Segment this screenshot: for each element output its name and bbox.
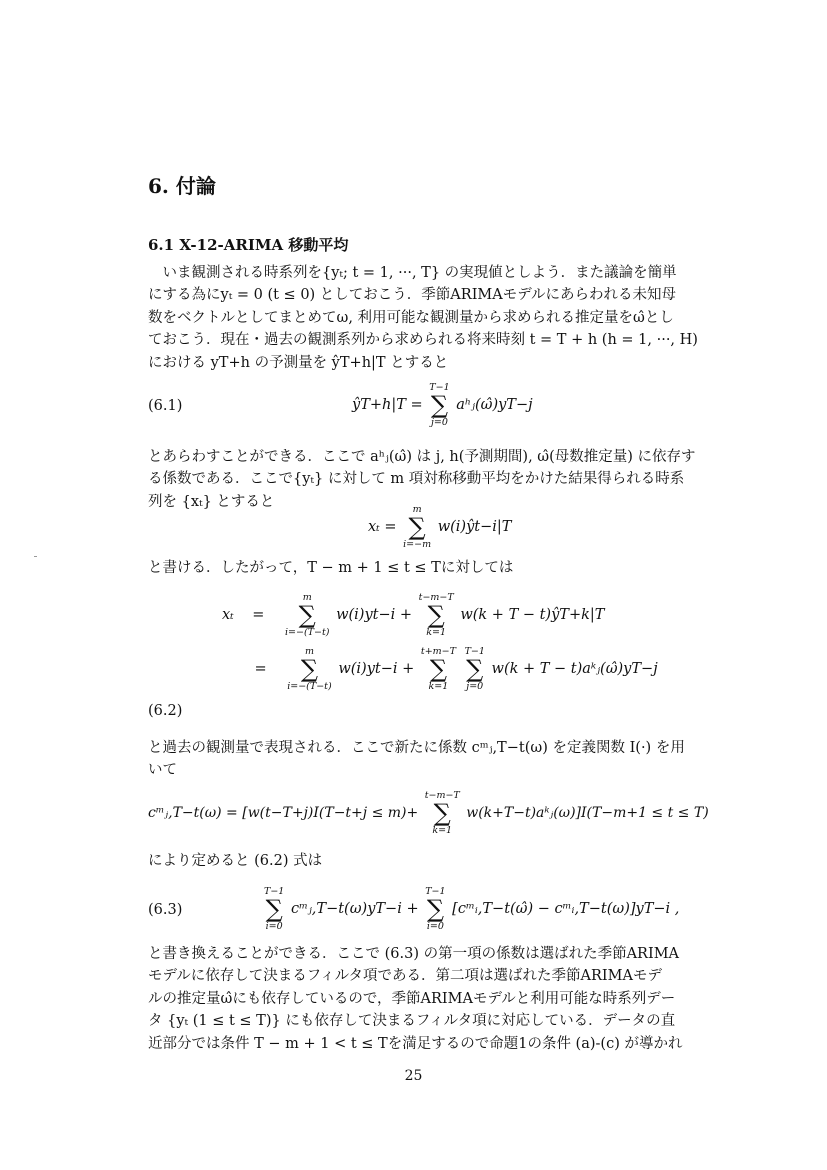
sigma-symbol: ∑ (427, 601, 445, 629)
text-line: モデルに依存して決まるフィルタ項である．第二項は選ばれた季節ARIMAモデ (148, 968, 662, 985)
sum-lower: i=0 (265, 921, 283, 932)
text-line: 列を {xₜ} とすると (148, 493, 275, 510)
eq-term: [cᵐᵢ,T−t(ω̂) − cᵐᵢ,T−t(ω)]yT−i , (452, 901, 680, 917)
sum-upper: T−1 (464, 646, 485, 657)
sigma-symbol: ∑ (430, 391, 449, 419)
text-line: にする為にyₜ = 0 (t ≤ 0) としておこう．季節ARIMAモデルにあらわれる未知母 (148, 287, 677, 304)
summation (403, 504, 431, 550)
eq-term: xₜ = (368, 519, 397, 535)
sum-lower: i=−(T−t) (284, 627, 330, 638)
eq-term: w(i)ŷt−i|T (437, 519, 512, 535)
eq-equals: = (252, 607, 265, 623)
equation-6-3 (262, 886, 679, 932)
eq-equals: = (254, 661, 267, 677)
summation (264, 886, 284, 932)
sum-upper: t−m−T (418, 592, 454, 603)
equation-label: (6.1) (148, 398, 183, 414)
summation (419, 592, 454, 638)
summation (465, 646, 485, 692)
paragraph-filter-terms (148, 943, 728, 1055)
paragraph-therefore (148, 557, 728, 579)
sigma-symbol: ∑ (300, 655, 319, 683)
equation-label: (6.2) (148, 703, 183, 719)
sum-upper: T−1 (425, 886, 446, 897)
sum-upper: m (302, 592, 312, 603)
text-line: における yT+h の予測量を ŷT+h|T とすると (148, 354, 449, 371)
sum-lower: i=−m (403, 539, 432, 550)
paragraph-define-coefficient (148, 737, 728, 782)
sum-upper: m (304, 646, 314, 657)
sum-lower: k=1 (426, 627, 447, 638)
equation-label: (6.3) (148, 902, 183, 918)
eq-term: w(k + T − t)ŷT+k|T (460, 607, 605, 623)
eq-term: w(i)yt−i + (338, 661, 415, 677)
sigma-symbol: ∑ (426, 895, 444, 923)
sigma-symbol: ∑ (429, 655, 447, 683)
text-line: 数をベクトルとしてまとめてω, 利用可能な観測量から求められる推定量をω̂とし (148, 309, 674, 326)
text-line: と書き換えることができる．ここで (6.3) の第一項の係数は選ばれた季節ARIMA (148, 946, 680, 962)
sum-upper: t−m−T (424, 790, 460, 801)
subsection-title: 6.1 X-12-ARIMA 移動平均 (148, 236, 349, 254)
summation (421, 646, 456, 692)
sigma-symbol: ∑ (265, 895, 283, 923)
text-line: と書ける．したがって，T − m + 1 ≤ t ≤ Tに対しては (148, 560, 514, 576)
summation (285, 592, 330, 638)
equation-xt (368, 504, 511, 550)
eq-term: xₜ (222, 607, 234, 623)
sum-upper: T−1 (429, 382, 450, 393)
sum-lower: i=−(T−t) (287, 681, 332, 692)
text-line: とあらわすことができる．ここで aʰⱼ(ω̂) は j, h(予測期間), ω̂(母数推定量) に依存す (148, 449, 696, 465)
section-title: 6. 付論 (148, 174, 216, 198)
sum-upper: m (412, 504, 422, 515)
text-line: いま観測される時系列を{yₜ; t = 1, ···, T} の実現値としよう．また議論を簡単 (148, 265, 677, 281)
equation-c-definition (148, 790, 709, 836)
page-number: 25 (404, 1068, 423, 1084)
eq-term: cᵐⱼ,T−t(ω)yT−i + (290, 901, 419, 917)
sigma-symbol: ∑ (408, 513, 426, 541)
equation-6-2-line-1 (222, 592, 604, 638)
summation (425, 886, 445, 932)
eq-term: w(k+T−t)aᵏⱼ(ω)]I(T−m+1 ≤ t ≤ T) (466, 805, 709, 821)
sum-upper: t+m−T (420, 646, 456, 657)
eq-term: ŷT+h|T = (352, 397, 423, 413)
scan-speck (34, 556, 37, 557)
eq-term: cᵐⱼ,T−t(ω) = [w(t−T+j)I(T−t+j ≤ m)+ (148, 805, 419, 821)
sum-lower: k=1 (432, 825, 453, 836)
text-line: と過去の観測量で表現される．ここで新たに係数 cᵐⱼ,T−t(ω) を定義関数 I(·) を用 (148, 740, 685, 756)
equation-6-2-line-2 (222, 646, 658, 692)
sum-lower: k=1 (428, 681, 449, 692)
text-line: いて (148, 762, 177, 779)
text-line: により定めると (6.2) 式は (148, 853, 323, 869)
summation (429, 382, 449, 428)
equation-6-1 (352, 382, 533, 428)
text-line: タ {yₜ (1 ≤ t ≤ T)} にも依存して決まるフィルタ項に対応している．データの直 (148, 1013, 676, 1030)
paragraph-rewrite (148, 850, 728, 872)
eq-term: w(i)yt−i + (336, 607, 413, 623)
sigma-symbol: ∑ (298, 601, 316, 629)
text-line: ルの推定量ω̂にも依存しているので，季節ARIMAモデルと利用可能な時系列デー (148, 990, 676, 1007)
eq-term: aʰⱼ(ω̂)yT−j (456, 397, 533, 413)
sum-upper: T−1 (264, 886, 285, 897)
sigma-symbol: ∑ (466, 655, 484, 683)
sum-lower: j=0 (466, 681, 484, 692)
summation (425, 790, 460, 836)
text-line: る係数である．ここで{yₜ} に対して m 項対称移動平均をかけた結果得られる時系 (148, 471, 685, 488)
text-line: 近部分では条件 T − m + 1 < t ≤ Tを満足するので命題1の条件 (a)-(c) が導かれ (148, 1035, 683, 1052)
sum-lower: i=0 (426, 921, 444, 932)
paragraph-intro (148, 262, 728, 374)
sigma-symbol: ∑ (433, 799, 451, 827)
text-line: ておこう．現在・過去の観測系列から求められる将来時刻 t = T + h (h = 1, ···, H) (148, 332, 698, 349)
eq-term: w(k + T − t)aᵏⱼ(ω̂)yT−j (491, 661, 658, 677)
sum-lower: j=0 (430, 417, 448, 428)
summation (287, 646, 332, 692)
